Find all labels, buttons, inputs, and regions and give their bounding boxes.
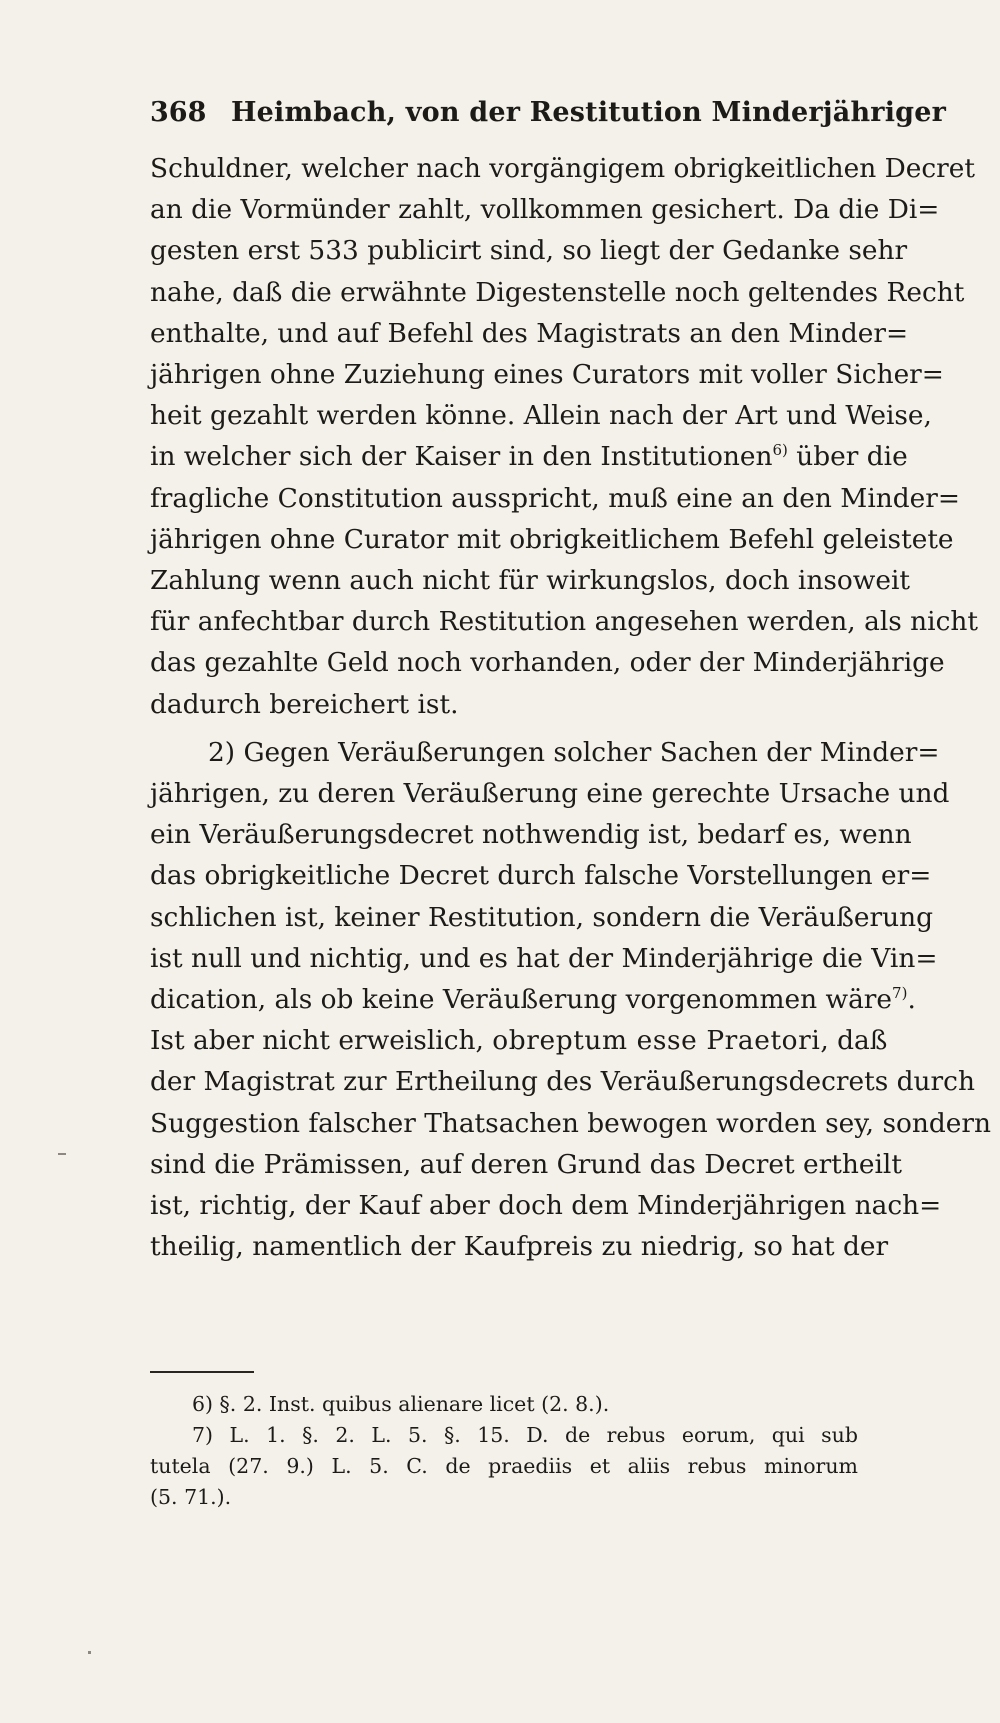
- text-line: enthalte, und auf Befehl des Magistrats an den Minder=: [150, 317, 909, 349]
- text-line: Zahlung wenn auch nicht für wirkungslos, doch insoweit: [150, 565, 911, 597]
- text-line: ist, richtig, der Kauf aber doch dem Minderjährigen nach=: [150, 1190, 942, 1222]
- text-line: der Magistrat zur Ertheilung des Veräußerungsdecrets durch: [150, 1066, 975, 1098]
- text-line-with-note-7: [150, 979, 916, 1020]
- footnote-ref-6: 6): [772, 441, 788, 460]
- text-line: Schuldner, welcher nach vorgängigem obrigkeitlichen Decret: [150, 153, 975, 184]
- margin-speck: [88, 1651, 91, 1654]
- text-line: Suggestion falscher Thatsachen bewogen worden sey, sondern: [150, 1107, 991, 1139]
- text-line: schlichen ist, keiner Restitution, sondern die Veräußerung: [150, 901, 934, 933]
- text-fragment: , daß: [820, 1025, 888, 1057]
- text-line: das obrigkeitliche Decret durch falsche Vorstellungen er=: [150, 860, 932, 892]
- text-line: jährigen ohne Curator mit obrigkeitlichem Befehl geleistete: [150, 523, 954, 555]
- text-line: heit gezahlt werden könne. Allein nach der Art und Weise,: [150, 400, 932, 432]
- text-line: das gezahlte Geld noch vorhanden, oder der Minderjährige: [150, 647, 945, 679]
- text-line-with-latin: [150, 1020, 888, 1061]
- text-line: gesten erst 533 publicirt sind, so liegt der Gedanke sehr: [150, 235, 908, 267]
- paragraph-gap: [150, 725, 856, 732]
- text-line: für anfechtbar durch Restitution angesehen werden, als nicht: [150, 606, 979, 638]
- footnote-6: 6) §. 2. Inst. quibus alienare licet (2. 8.).: [192, 1392, 610, 1416]
- text-line: fragliche Constitution ausspricht, muß eine an den Minder=: [150, 482, 961, 514]
- body-text: [150, 148, 991, 1267]
- text-line: an die Vormünder zahlt, vollkommen gesichert. Da die Di=: [150, 194, 940, 226]
- text-line: sind die Prämissen, auf deren Grund das Decret ertheilt: [150, 1148, 902, 1180]
- text-line: theilig, namentlich der Kaufpreis zu niedrig, so hat der: [150, 1231, 889, 1263]
- latin-phrase: obreptum esse Praetori: [492, 1025, 821, 1057]
- text-line: nahe, daß die erwähnte Digestenstelle noch geltendes Recht: [150, 276, 965, 308]
- footnote-7-continued: (5. 71.).: [150, 1485, 232, 1509]
- footnotes: [150, 1389, 858, 1513]
- text-line: ein Veräußerungsdecret nothwendig ist, bedarf es, wenn: [150, 819, 912, 851]
- text-line: ist null und nichtig, und es hat der Minderjährige die Vin=: [150, 942, 938, 974]
- text-line: jährigen, zu deren Veräußerung eine gerechte Ursache und: [150, 778, 950, 810]
- text-fragment: Ist aber nicht erweislich,: [150, 1025, 484, 1057]
- footnote-7-continued: tutela (27. 9.) L. 5. C. de praediis et aliis rebus minorum: [150, 1454, 858, 1478]
- running-title: Heimbach, von der Restitution Minderjähriger: [230, 97, 947, 128]
- footnote-rule: [150, 1371, 254, 1373]
- page-number: 368: [150, 97, 207, 128]
- paragraph-start: 2) Gegen Veräußerungen solcher Sachen der Minder=: [208, 736, 940, 768]
- margin-speck: [58, 1153, 66, 1155]
- footnote-7: 7) L. 1. §. 2. L. 5. §. 15. D. de rebus eorum, qui sub: [192, 1423, 858, 1447]
- text-fragment: in welcher sich der Kaiser in den Institutionen: [150, 441, 773, 473]
- text-line: dadurch bereichert ist.: [150, 688, 459, 720]
- text-line: jährigen ohne Zuziehung eines Curators mit voller Sicher=: [150, 359, 944, 391]
- text-fragment: .: [907, 984, 916, 1016]
- text-fragment: dication, als ob keine Veräußerung vorgenommen wäre: [150, 984, 893, 1016]
- footnote-ref-7: 7): [892, 984, 908, 1003]
- page-header: [150, 96, 947, 130]
- text-line-with-note-6: [150, 436, 908, 477]
- text-fragment: über die: [796, 441, 908, 473]
